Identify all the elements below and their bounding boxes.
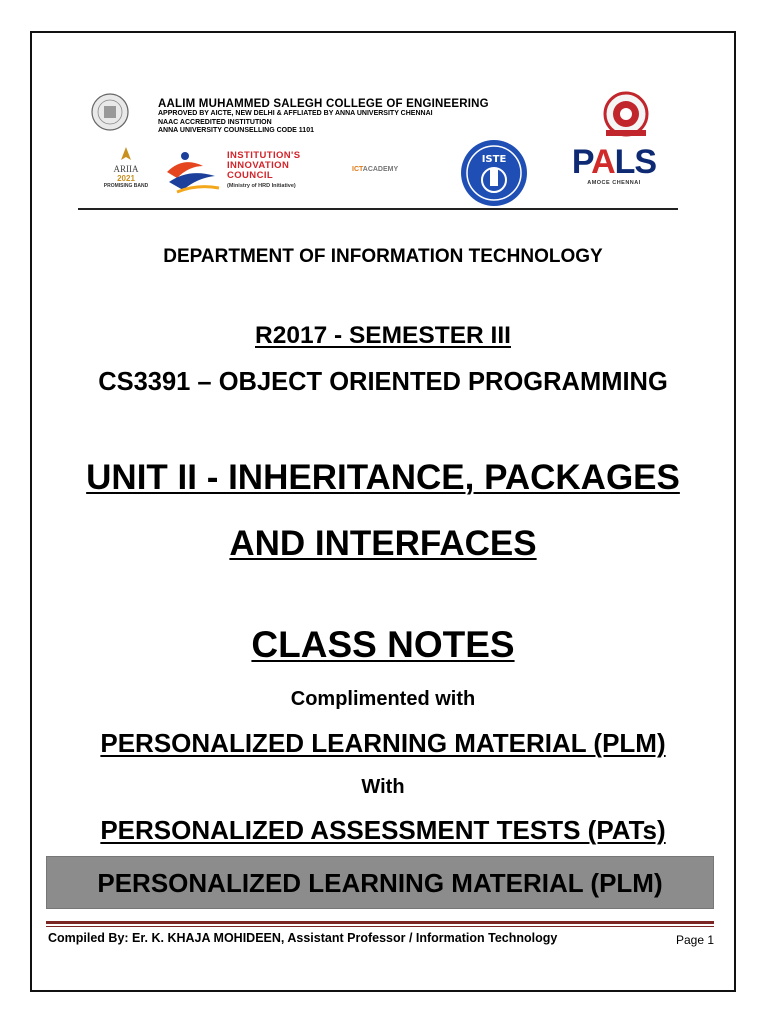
pals-a: A xyxy=(591,143,615,181)
class-notes-title xyxy=(30,624,736,666)
iste-label: ISTE xyxy=(481,154,507,165)
college-heading xyxy=(158,98,618,136)
pals-ls: LS xyxy=(614,143,657,181)
pals-word xyxy=(564,144,664,180)
ict-academy-logo xyxy=(352,166,398,173)
regulation-text: R2017 - SEMESTER III xyxy=(255,322,511,349)
class-notes-text: CLASS NOTES xyxy=(251,624,515,665)
ariia-year: 2021 xyxy=(117,174,135,183)
iste-logo-icon xyxy=(456,138,532,208)
college-name: AALIM MUHAMMED SALEGH COLLEGE OF ENGINEERING xyxy=(158,98,489,110)
plm-banner: PERSONALIZED LEARNING MATERIAL (PLM) xyxy=(46,856,714,909)
pats-heading xyxy=(30,815,736,846)
college-seal-icon xyxy=(86,92,134,132)
unit-title-line2-text: AND INTERFACES xyxy=(229,524,537,563)
pals-logo xyxy=(564,144,664,204)
unit-title-line2 xyxy=(30,524,736,564)
ariia-flame-icon xyxy=(116,146,136,166)
ict-part2: ACADEMY xyxy=(362,166,399,173)
college-counselling-code: ANNA UNIVERSITY COUNSELLING CODE 1101 xyxy=(158,127,314,134)
iic-line1: INSTITUTION'S xyxy=(227,150,301,161)
header-banner xyxy=(78,88,688,210)
unit-title-line1-text: UNIT II - INHERITANCE, PACKAGES xyxy=(86,458,680,497)
ariia-band: PROMISING BAND xyxy=(103,183,149,189)
footer-rule-thick xyxy=(46,921,714,924)
plm-heading-text: PERSONALIZED LEARNING MATERIAL (PLM) xyxy=(100,728,666,758)
iic-sub: (Ministry of HRD Initiative) xyxy=(227,183,296,189)
iic-swirl-icon xyxy=(163,148,223,196)
iic-line3: COUNCIL xyxy=(227,170,274,181)
ict-part1: ICT xyxy=(352,166,363,173)
ariia-word: ARIIA xyxy=(113,164,139,174)
pats-heading-text: PERSONALIZED ASSESSMENT TESTS (PATs) xyxy=(100,815,666,845)
plm-heading xyxy=(30,728,736,759)
compiled-by: Compiled By: Er. K. KHAJA MOHIDEEN, Assistant Professor / Information Technology xyxy=(48,931,558,945)
pals-sub: AMOCE CHENNAI xyxy=(587,180,641,186)
department-title: DEPARTMENT OF INFORMATION TECHNOLOGY xyxy=(163,246,603,267)
footer-rule-thin xyxy=(46,926,714,927)
college-naac: NAAC ACCREDITED INSTITUTION xyxy=(158,118,272,126)
ariia-logo xyxy=(98,146,154,206)
unit-title-line1 xyxy=(30,458,736,498)
course-title: CS3391 – OBJECT ORIENTED PROGRAMMING xyxy=(98,368,668,396)
iic-logo xyxy=(163,148,343,196)
emblem-icon xyxy=(598,90,654,138)
with-label: With xyxy=(361,776,405,798)
iic-line2: INNOVATION xyxy=(227,160,290,171)
iic-text xyxy=(227,151,300,191)
pals-p: P xyxy=(571,143,592,181)
regulation-semester xyxy=(30,322,736,350)
page-number: Page 1 xyxy=(676,933,715,947)
header-rule xyxy=(78,208,678,210)
complimented-with: Complimented with xyxy=(290,688,476,710)
college-approval: APPROVED BY AICTE, NEW DELHI & AFFLIATED BY ANNA UNIVERSITY CHENNAI xyxy=(158,110,433,117)
